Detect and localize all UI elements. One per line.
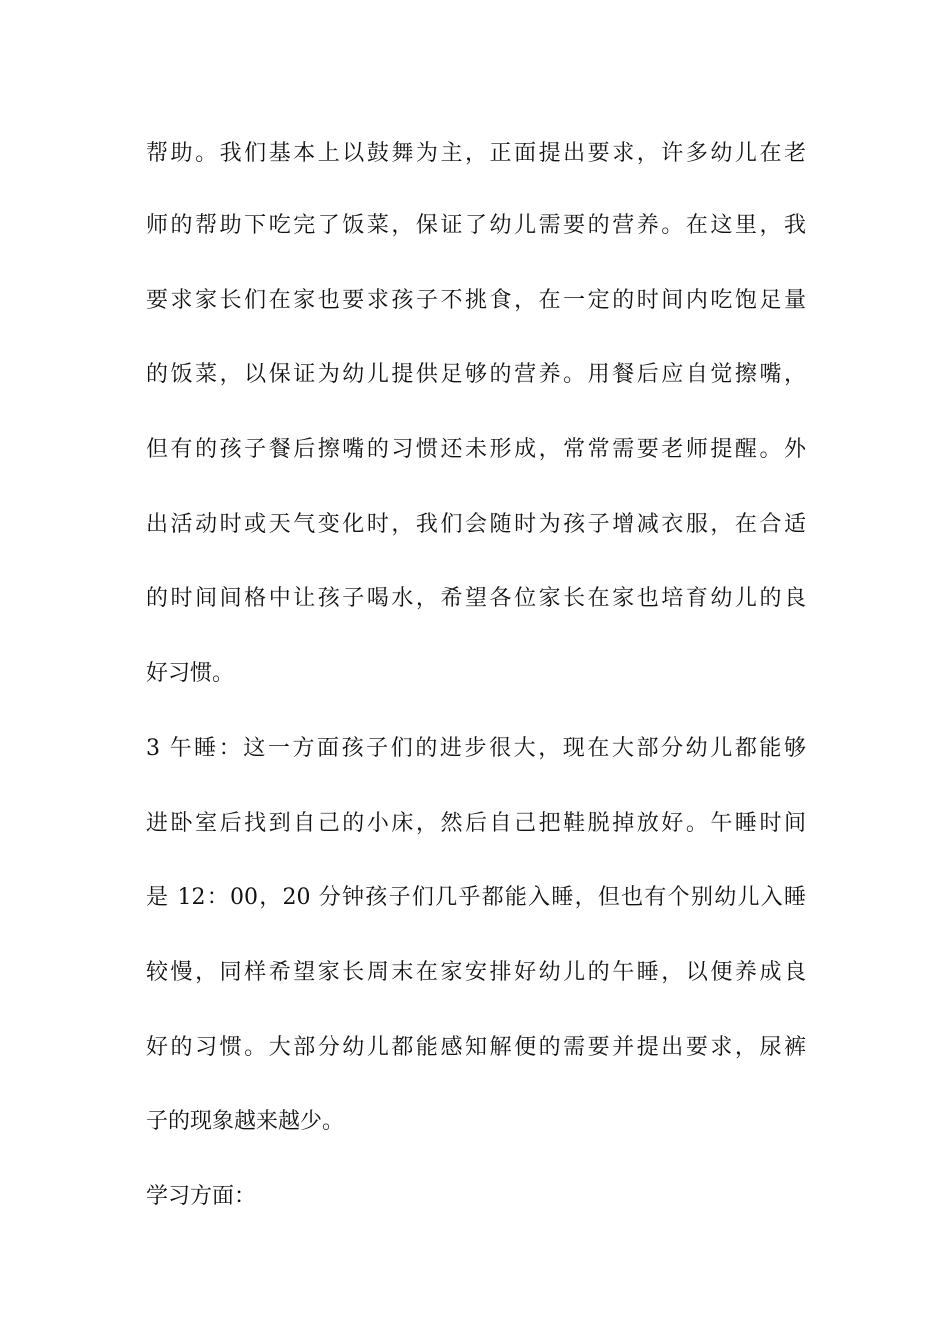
text-line: 帮助。我们基本上以鼓舞为主，正面提出要求，许多幼儿在老: [146, 141, 806, 166]
text-line: 子的现象越来越少。: [146, 1109, 345, 1134]
text-line: 3 午睡：这一方面孩子们的进步很大，现在大部分幼儿都能够: [146, 736, 806, 761]
text-line: 要求家长们在家也要求孩子不挑食，在一定的时间内吃饱足量: [146, 288, 806, 313]
section-heading: 学习方面：: [146, 1184, 257, 1209]
text-line: 是 12：00，20 分钟孩子们几乎都能入睡，但也有个别幼儿入睡: [146, 885, 806, 910]
text-line: 师的帮助下吃完了饭菜，保证了幼儿需要的营养。在这里，我: [146, 213, 806, 238]
text-line: 的时间间格中让孩子喝水，希望各位家长在家也培育幼儿的良: [146, 586, 806, 611]
text-line: 较慢，同样希望家长周末在家安排好幼儿的午睡，以便养成良: [146, 960, 806, 985]
text-line: 出活动时或天气变化时，我们会随时为孩子增减衣服，在合适: [146, 512, 806, 537]
text-line: 好习惯。: [146, 661, 235, 686]
text-line: 但有的孩子餐后擦嘴的习惯还未形成，常常需要老师提醒。外: [146, 437, 806, 462]
text-line: 进卧室后找到自己的小床，然后自己把鞋脱掉放好。午睡时间: [146, 811, 806, 836]
text-line: 的饭菜，以保证为幼儿提供足够的营养。用餐后应自觉擦嘴，: [146, 362, 806, 387]
text-line: 好的习惯。大部分幼儿都能感知解便的需要并提出要求，尿裤: [146, 1035, 806, 1060]
